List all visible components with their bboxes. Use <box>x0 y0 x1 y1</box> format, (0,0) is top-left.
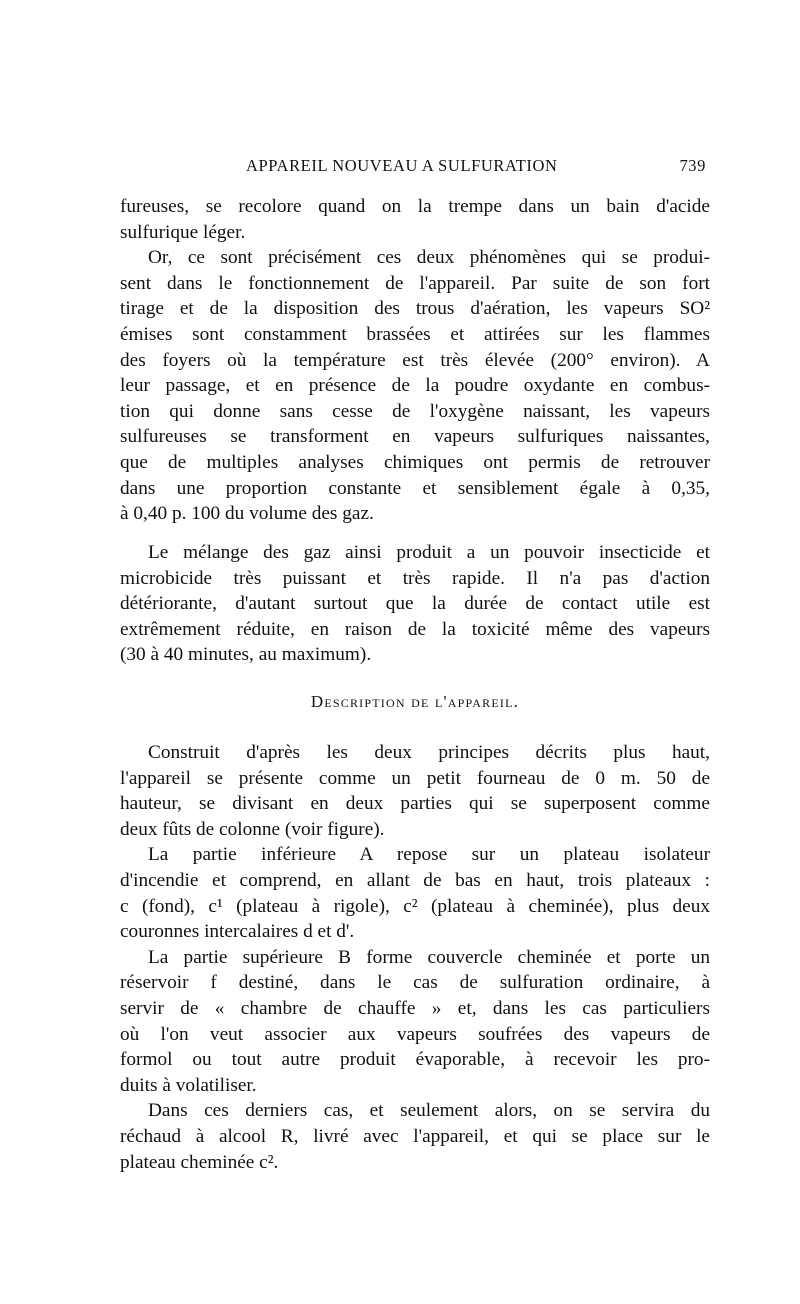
text-line: couronnes intercalaires d et d'. <box>120 921 355 943</box>
text-line: où l'on veut associer aux vapeurs soufrées des vapeurs de <box>120 1023 710 1045</box>
text-line: à 0,40 p. 100 du volume des gaz. <box>120 503 374 525</box>
text-line: duits à volatiliser. <box>120 1074 257 1096</box>
paragraph-upper-part <box>120 945 710 1099</box>
text-line: des foyers où la température est très élevée (200° environ). A <box>120 349 710 371</box>
text-line: sulfureuses se transforment en vapeurs sulfuriques naissantes, <box>120 426 710 448</box>
text-line: réservoir f destiné, dans le cas de sulfuration ordinaire, à <box>120 972 710 994</box>
paragraph-alcohol-burner <box>120 1098 710 1175</box>
text-line: leur passage, et en présence de la poudre oxydante en combus- <box>120 375 710 397</box>
text-line: que de multiples analyses chimiques ont permis de retrouver <box>120 451 710 473</box>
paragraph-lower-part <box>120 842 710 944</box>
paragraph-continuation <box>120 194 710 245</box>
text-line: formol ou tout autre produit évaporable, à recevoir les pro- <box>120 1049 710 1071</box>
paragraph-mixture <box>120 540 710 668</box>
text-line: Or, ce sont précisément ces deux phénomènes qui se produi- <box>148 247 710 269</box>
page-number: 739 <box>679 156 706 175</box>
text-line: d'incendie et comprend, en allant de bas en haut, trois plateaux : <box>120 869 710 891</box>
text-line: dans une proportion constante et sensiblement égale à 0,35, <box>120 477 710 499</box>
text-line: tirage et de la disposition des trous d'aération, les vapeurs SO² <box>120 298 710 320</box>
text-line: émises sont constamment brassées et attirées sur les flammes <box>120 323 710 345</box>
text-line: l'appareil se présente comme un petit fourneau de 0 m. 50 de <box>120 767 710 789</box>
text-line: tion qui donne sans cesse de l'oxygène naissant, les vapeurs <box>120 400 710 422</box>
text-line: sent dans le fonctionnement de l'appareil. Par suite de son fort <box>120 272 710 294</box>
text-line: plateau cheminée c². <box>120 1151 279 1173</box>
text-line: réchaud à alcool R, livré avec l'appareil, et qui se place sur le <box>120 1125 710 1147</box>
text-line: deux fûts de colonne (voir figure). <box>120 818 385 840</box>
text-line: Construit d'après les deux principes décrits plus haut, <box>148 742 710 763</box>
paragraph-phenomena <box>120 245 710 527</box>
section-heading: Description de l'appareil. <box>310 692 520 711</box>
running-head <box>120 156 710 180</box>
paragraph-construction <box>120 740 710 842</box>
text-line: (30 à 40 minutes, au maximum). <box>120 644 372 666</box>
text-line: extrêmement réduite, en raison de la toxicité même des vapeurs <box>120 618 710 640</box>
text-line: Dans ces derniers cas, et seulement alors, on se servira du <box>148 1100 710 1122</box>
text-line: c (fond), c¹ (plateau à rigole), c² (plateau à cheminée), plus deux <box>120 895 710 917</box>
text-line: fureuses, se recolore quand on la trempe dans un bain d'acide <box>120 196 710 217</box>
text-line: La partie supérieure B forme couvercle cheminée et porte un <box>148 946 710 968</box>
text-line: servir de « chambre de chauffe » et, dans les cas particuliers <box>120 997 710 1019</box>
text-line: Le mélange des gaz ainsi produit a un pouvoir insecticide et <box>148 542 710 563</box>
text-line: hauteur, se divisant en deux parties qui se superposent comme <box>120 793 710 815</box>
text-line: microbicide très puissant et très rapide. Il n'a pas d'action <box>120 567 710 589</box>
text-line: détériorante, d'autant surtout que la durée de contact utile est <box>120 593 710 615</box>
running-title: APPAREIL NOUVEAU A SULFURATION <box>246 156 558 175</box>
text-line: sulfurique léger. <box>120 221 246 243</box>
text-line: La partie inférieure A repose sur un plateau isolateur <box>148 844 710 866</box>
